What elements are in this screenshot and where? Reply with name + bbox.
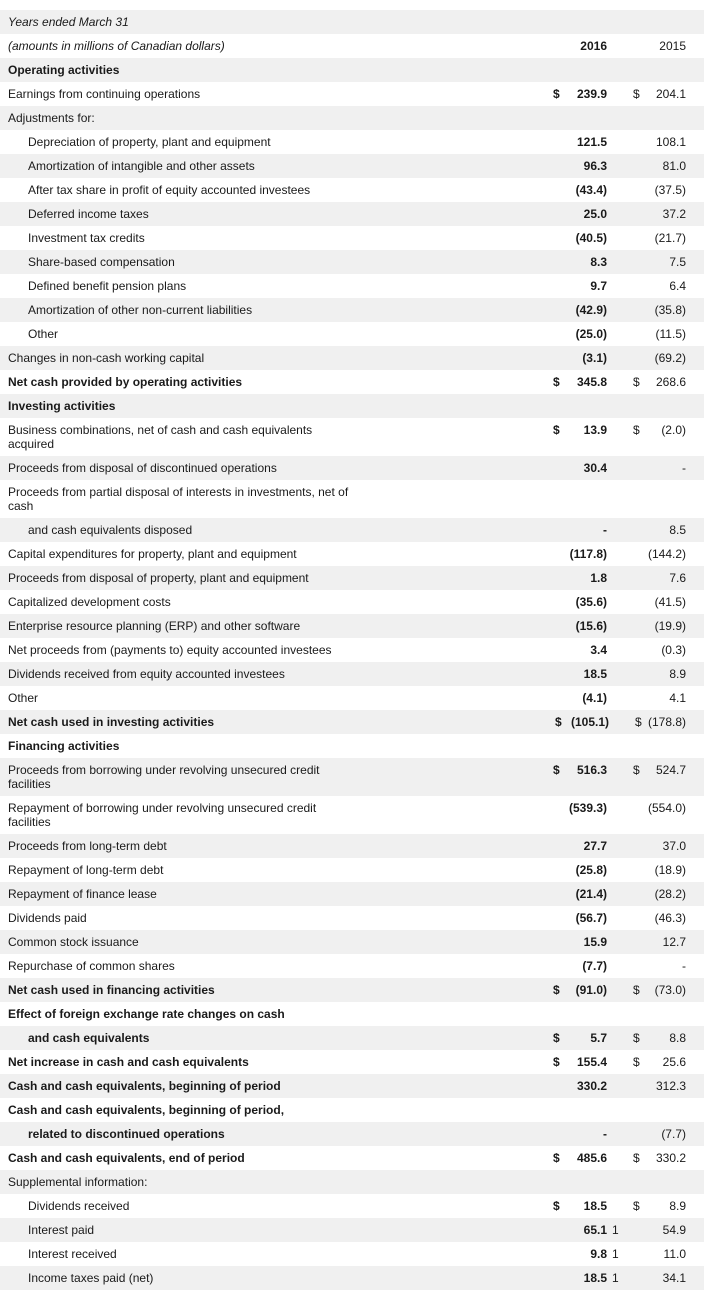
row-label: and cash equivalents disposed bbox=[28, 523, 193, 537]
amount: (35.8) bbox=[654, 303, 686, 317]
amount: 25.6 bbox=[662, 1055, 686, 1069]
row-label: Effect of foreign exchange rate changes on cash bbox=[8, 1007, 285, 1021]
table-row bbox=[0, 542, 704, 566]
currency-symbol: $ bbox=[553, 423, 560, 437]
amount: 9.8 bbox=[590, 1247, 607, 1261]
amount: (144.2) bbox=[647, 547, 686, 561]
amount: 345.8 bbox=[576, 375, 607, 389]
row-label: Capital expenditures for property, plant and equipment bbox=[8, 547, 297, 561]
row-label: Repurchase of common shares bbox=[8, 959, 175, 973]
amount: 9.7 bbox=[590, 279, 607, 293]
amount: 524.7 bbox=[655, 763, 686, 777]
amount: 81.0 bbox=[662, 159, 686, 173]
amount: - bbox=[603, 523, 607, 537]
table-row bbox=[0, 58, 704, 82]
table-row bbox=[0, 758, 704, 796]
currency-symbol: $ bbox=[633, 983, 640, 997]
table-row bbox=[0, 82, 704, 106]
amount: (73.0) bbox=[654, 983, 686, 997]
currency-symbol: $ bbox=[553, 1055, 560, 1069]
row-label: Business combinations, net of cash and cash equivalents acquired bbox=[8, 423, 313, 451]
amount: 11.0 bbox=[663, 1247, 686, 1261]
table-row bbox=[0, 590, 704, 614]
row-label: Repayment of long-term debt bbox=[8, 863, 164, 877]
row-label: Operating activities bbox=[8, 63, 120, 77]
table-row bbox=[0, 566, 704, 590]
table-row bbox=[0, 978, 704, 1002]
amount: 7.6 bbox=[669, 571, 686, 585]
amount: (40.5) bbox=[575, 231, 607, 245]
amount: (28.2) bbox=[654, 887, 686, 901]
row-label: related to discontinued operations bbox=[28, 1127, 225, 1141]
amount: 330.2 bbox=[655, 1151, 686, 1165]
amount: 30.4 bbox=[583, 461, 607, 475]
amount: (21.7) bbox=[654, 231, 686, 245]
amount: (46.3) bbox=[654, 911, 686, 925]
row-label: Amortization of other non-current liabilities bbox=[28, 303, 253, 317]
amount: 37.0 bbox=[662, 839, 686, 853]
amount: 25.0 bbox=[583, 207, 607, 221]
table-row bbox=[0, 346, 704, 370]
table-row bbox=[0, 1074, 704, 1098]
amount: 54.9 bbox=[662, 1223, 686, 1237]
table-row bbox=[0, 274, 704, 298]
amount: 155.4 bbox=[576, 1055, 607, 1069]
currency-symbol: $ bbox=[633, 1151, 640, 1165]
currency-symbol: $ bbox=[633, 375, 640, 389]
amount: (35.6) bbox=[575, 595, 607, 609]
amount: 6.4 bbox=[669, 279, 686, 293]
amount: 8.9 bbox=[669, 1199, 686, 1213]
table-row bbox=[0, 930, 704, 954]
amount: (25.8) bbox=[575, 863, 607, 877]
table-row bbox=[0, 638, 704, 662]
row-label: Dividends received bbox=[28, 1199, 130, 1213]
table-row bbox=[0, 834, 704, 858]
row-label: Amortization of intangible and other assets bbox=[28, 159, 255, 173]
footnote-marker: 1 bbox=[612, 1247, 619, 1261]
row-label: Repayment of borrowing under revolving unsecured credit facilities bbox=[8, 801, 317, 829]
amount: 330.2 bbox=[576, 1079, 607, 1093]
currency-symbol: $ bbox=[553, 375, 560, 389]
amount: 239.9 bbox=[576, 87, 607, 101]
amount: 12.7 bbox=[662, 935, 686, 949]
amount: (19.9) bbox=[654, 619, 686, 633]
row-label: Deferred income taxes bbox=[28, 207, 149, 221]
amount: 96.3 bbox=[583, 159, 607, 173]
row-label: Financing activities bbox=[8, 739, 120, 753]
amount: (41.5) bbox=[654, 595, 686, 609]
table-row bbox=[0, 178, 704, 202]
table-row bbox=[0, 480, 704, 518]
row-label: Net proceeds from (payments to) equity accounted investees bbox=[8, 643, 332, 657]
row-label: Interest received bbox=[28, 1247, 117, 1261]
table-row bbox=[0, 106, 704, 130]
table-row bbox=[0, 518, 704, 542]
row-label: Proceeds from disposal of discontinued operations bbox=[8, 461, 277, 475]
row-label: After tax share in profit of equity accounted investees bbox=[28, 183, 311, 197]
row-label: Repayment of finance lease bbox=[8, 887, 157, 901]
amount: (554.0) bbox=[647, 801, 686, 815]
row-label: Proceeds from disposal of property, plant and equipment bbox=[8, 571, 309, 585]
currency-symbol: $ bbox=[633, 1031, 640, 1045]
table-row bbox=[0, 882, 704, 906]
row-label: Cash and cash equivalents, beginning of period bbox=[8, 1079, 281, 1093]
currency-symbol: $ bbox=[555, 715, 562, 729]
amount: (7.7) bbox=[661, 1127, 686, 1141]
amount: 8.9 bbox=[669, 667, 686, 681]
row-label: Enterprise resource planning (ERP) and other software bbox=[8, 619, 301, 633]
amount: (117.8) bbox=[569, 547, 607, 561]
row-label: Share-based compensation bbox=[28, 255, 175, 269]
currency-symbol: $ bbox=[633, 1199, 640, 1213]
row-label: Capitalized development costs bbox=[8, 595, 171, 609]
table-row bbox=[0, 154, 704, 178]
amount: 18.5 bbox=[583, 1199, 607, 1213]
table-row bbox=[0, 250, 704, 274]
currency-symbol: $ bbox=[553, 983, 560, 997]
amount: (105.1) bbox=[570, 715, 609, 729]
table-row bbox=[0, 394, 704, 418]
table-row bbox=[0, 906, 704, 930]
amount: (25.0) bbox=[575, 327, 607, 341]
amount: 15.9 bbox=[583, 935, 607, 949]
table-row bbox=[0, 1098, 704, 1122]
currency-symbol: $ bbox=[633, 1055, 640, 1069]
table-row bbox=[0, 10, 704, 34]
amount: (15.6) bbox=[575, 619, 607, 633]
amount: 108.1 bbox=[655, 135, 686, 149]
amount: (178.8) bbox=[647, 715, 686, 729]
table-row bbox=[0, 734, 704, 758]
amount: 485.6 bbox=[576, 1151, 607, 1165]
amount: 8.8 bbox=[669, 1031, 686, 1045]
table-row bbox=[0, 796, 704, 834]
row-label: Dividends received from equity accounted investees bbox=[8, 667, 285, 681]
row-label: Proceeds from partial disposal of interests in investments, net of cash bbox=[8, 485, 349, 513]
currency-symbol: $ bbox=[633, 87, 640, 101]
row-label: Cash and cash equivalents, end of period bbox=[8, 1151, 245, 1165]
amount: - bbox=[603, 1127, 607, 1141]
currency-symbol: $ bbox=[553, 1031, 560, 1045]
table-row bbox=[0, 686, 704, 710]
amount: (91.0) bbox=[575, 983, 607, 997]
amount: (7.7) bbox=[582, 959, 607, 973]
row-label: (amounts in millions of Canadian dollars) bbox=[8, 39, 225, 53]
table-row bbox=[0, 456, 704, 480]
row-label: Investment tax credits bbox=[28, 231, 145, 245]
table-row bbox=[0, 418, 704, 456]
amount: 7.5 bbox=[669, 255, 686, 269]
row-label: Defined benefit pension plans bbox=[28, 279, 187, 293]
table-row bbox=[0, 1050, 704, 1074]
amount: 27.7 bbox=[583, 839, 607, 853]
amount: 268.6 bbox=[655, 375, 686, 389]
amount: 516.3 bbox=[576, 763, 607, 777]
amount: (18.9) bbox=[654, 863, 686, 877]
row-label: Income taxes paid (net) bbox=[28, 1271, 154, 1285]
amount: 312.3 bbox=[655, 1079, 686, 1093]
table-header-row bbox=[0, 34, 704, 58]
table-row bbox=[0, 1026, 704, 1050]
amount: (43.4) bbox=[575, 183, 607, 197]
footnote-marker: 1 bbox=[612, 1271, 619, 1285]
table-row bbox=[0, 370, 704, 394]
row-label: Other bbox=[8, 691, 39, 705]
table-row bbox=[0, 1194, 704, 1218]
table-row bbox=[0, 1242, 704, 1266]
row-label: Earnings from continuing operations bbox=[8, 87, 201, 101]
amount: 3.4 bbox=[590, 643, 607, 657]
row-label: Dividends paid bbox=[8, 911, 87, 925]
table-row bbox=[0, 662, 704, 686]
amount: 37.2 bbox=[662, 207, 686, 221]
row-label: Investing activities bbox=[8, 399, 116, 413]
table-row bbox=[0, 1266, 704, 1290]
year-label: 2016 bbox=[580, 39, 607, 53]
currency-symbol: $ bbox=[633, 763, 640, 777]
amount: (69.2) bbox=[654, 351, 686, 365]
year-label: 2015 bbox=[659, 39, 686, 53]
amount: (2.0) bbox=[661, 423, 686, 437]
row-label: Net cash provided by operating activities bbox=[8, 375, 243, 389]
table-row bbox=[0, 1122, 704, 1146]
amount: 204.1 bbox=[655, 87, 686, 101]
row-label: Proceeds from borrowing under revolving unsecured credit facilities bbox=[8, 763, 320, 791]
amount: (11.5) bbox=[655, 327, 686, 341]
amount: 4.1 bbox=[669, 691, 686, 705]
table-row bbox=[0, 614, 704, 638]
amount: 34.1 bbox=[662, 1271, 686, 1285]
footnote-marker: 1 bbox=[612, 1223, 619, 1237]
table-row bbox=[0, 130, 704, 154]
amount: - bbox=[682, 959, 686, 973]
amount: 8.5 bbox=[669, 523, 686, 537]
amount: (539.3) bbox=[568, 801, 607, 815]
amount: (4.1) bbox=[582, 691, 607, 705]
table-row bbox=[0, 1170, 704, 1194]
amount: (42.9) bbox=[575, 303, 607, 317]
amount: 1.8 bbox=[590, 571, 607, 585]
table-row bbox=[0, 298, 704, 322]
amount: - bbox=[682, 461, 686, 475]
amount: (21.4) bbox=[575, 887, 607, 901]
amount: 18.5 bbox=[583, 667, 607, 681]
row-label: Net cash used in investing activities bbox=[8, 715, 215, 729]
amount: 121.5 bbox=[576, 135, 607, 149]
table-row bbox=[0, 1146, 704, 1170]
row-label: Interest paid bbox=[28, 1223, 95, 1237]
currency-symbol: $ bbox=[553, 763, 560, 777]
table-row bbox=[0, 1218, 704, 1242]
row-label: and cash equivalents bbox=[28, 1031, 150, 1045]
amount: (0.3) bbox=[661, 643, 686, 657]
currency-symbol: $ bbox=[633, 423, 640, 437]
amount: 65.1 bbox=[583, 1223, 607, 1237]
table-row bbox=[0, 322, 704, 346]
amount: 13.9 bbox=[583, 423, 607, 437]
currency-symbol: $ bbox=[553, 1151, 560, 1165]
row-label: Changes in non-cash working capital bbox=[8, 351, 205, 365]
row-label: Proceeds from long-term debt bbox=[8, 839, 167, 853]
table-row bbox=[0, 202, 704, 226]
table-row bbox=[0, 858, 704, 882]
currency-symbol: $ bbox=[635, 715, 642, 729]
row-label: Supplemental information: bbox=[8, 1175, 148, 1189]
amount: 8.3 bbox=[590, 255, 607, 269]
amount: (56.7) bbox=[575, 911, 607, 925]
row-label: Adjustments for: bbox=[8, 111, 95, 125]
row-label: Depreciation of property, plant and equipment bbox=[28, 135, 271, 149]
table-row bbox=[0, 954, 704, 978]
currency-symbol: $ bbox=[553, 1199, 560, 1213]
row-label: Common stock issuance bbox=[8, 935, 139, 949]
amount: 18.5 bbox=[583, 1271, 607, 1285]
amount: (3.1) bbox=[582, 351, 607, 365]
table-row bbox=[0, 710, 704, 734]
amount: (37.5) bbox=[654, 183, 686, 197]
row-label: Cash and cash equivalents, beginning of period, bbox=[8, 1103, 285, 1117]
row-label: Years ended March 31 bbox=[8, 15, 129, 29]
currency-symbol: $ bbox=[553, 87, 560, 101]
table-row bbox=[0, 1002, 704, 1026]
amount: 5.7 bbox=[590, 1031, 607, 1045]
row-label: Net increase in cash and cash equivalents bbox=[8, 1055, 249, 1069]
row-label: Other bbox=[28, 327, 59, 341]
row-label: Net cash used in financing activities bbox=[8, 983, 215, 997]
table-row bbox=[0, 226, 704, 250]
